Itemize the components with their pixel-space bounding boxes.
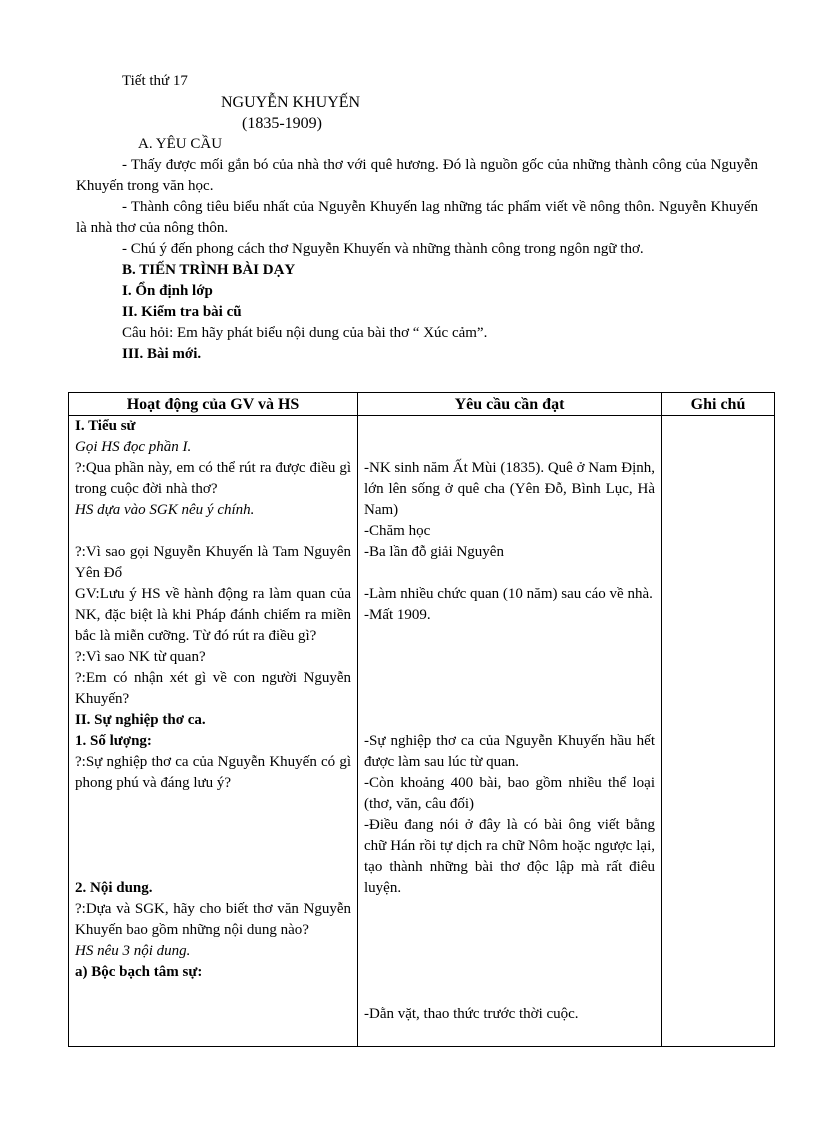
review-question: Câu hỏi: Em hãy phát biểu nội dung của bài thơ “ Xúc cảm”. <box>122 325 488 341</box>
career-heading: II. Sự nghiệp thơ ca. <box>75 712 206 728</box>
requirement-answer: -Dằn vặt, thao thức trước thời cuộc. <box>364 1006 579 1022</box>
question: ?:Vì sao NK từ quan? <box>75 649 206 665</box>
question: ?:Em có nhận xét gì về con người Nguyễn Khuyến? <box>75 670 351 707</box>
section-b-heading: B. TIẾN TRÌNH BÀI DẠY <box>122 262 296 278</box>
requirement-answer: -Mất 1909. <box>364 607 431 623</box>
activities-cell <box>69 416 358 1047</box>
requirement-item: - Thấy được mối gắn bó của nhà thơ với quê hương. Đó là nguồn gốc của những thành công của Nguyễn Khuyến trong văn học. <box>76 157 758 194</box>
header-activities: Hoạt động của GV và HS <box>69 393 358 416</box>
student-activity: HS nêu 3 nội dung. <box>75 943 191 959</box>
requirement-answer: -Còn khoảng 400 bài, bao gồm nhiều thể loại (thơ, văn, câu đối) <box>364 775 655 812</box>
lesson-number: Tiết thứ 17 <box>122 73 188 89</box>
step-stabilize: I. Ổn định lớp <box>122 283 213 299</box>
requirements-cell <box>358 416 662 1047</box>
requirement-answer: -Ba lần đỗ giải Nguyên <box>364 544 504 560</box>
subsection-heading: a) Bộc bạch tâm sự: <box>75 964 203 980</box>
table-row <box>69 416 775 1047</box>
requirement-answer: -NK sinh năm Ất Mùi (1835). Quê ở Nam Định, lớn lên sống ở quê cha (Yên Đỗ, Bình Lục, Hà Nam) <box>364 460 655 518</box>
step-review: II. Kiểm tra bài cũ <box>122 304 242 320</box>
step-new-lesson: III. Bài mới. <box>122 346 202 362</box>
question: ?:Vì sao gọi Nguyễn Khuyến là Tam Nguyên Yên Đổ <box>75 544 351 581</box>
lesson-table <box>68 392 775 1047</box>
notes-cell <box>662 416 775 1047</box>
content-heading: 2. Nội dung. <box>75 880 153 896</box>
author-years: (1835-1909) <box>242 115 322 132</box>
requirement-item: - Chú ý đến phong cách thơ Nguyễn Khuyến và những thành công trong ngôn ngữ thơ. <box>122 241 644 257</box>
requirement-answer: -Chăm học <box>364 523 431 539</box>
header-requirements: Yêu cầu cần đạt <box>358 393 662 416</box>
requirement-answer: -Điều đang nói ở đây là có bài ông viết bằng chữ Hán rồi tự dịch ra chữ Nôm hoặc ngược lại, tạo thành những bài thơ độc lập mà rất điêu luyện. <box>364 817 655 896</box>
question: ?:Dựa và SGK, hãy cho biết thơ văn Nguyễn Khuyến bao gồm những nội dung nào? <box>75 901 351 938</box>
question: ?:Qua phần này, em có thể rút ra được điều gì trong cuộc đời nhà thơ? <box>75 460 351 497</box>
lesson-intro <box>76 71 758 365</box>
table-header-row <box>69 393 775 416</box>
section-a-heading: A. YÊU CẦU <box>138 136 223 152</box>
biography-heading: I. Tiểu sử <box>75 418 136 434</box>
requirement-answer: -Làm nhiều chức quan (10 năm) sau cáo về nhà. <box>364 586 653 602</box>
question: ?:Sự nghiệp thơ ca của Nguyễn Khuyến có gì phong phú và đáng lưu ý? <box>75 754 351 791</box>
student-activity: HS dựa vào SGK nêu ý chính. <box>75 502 255 518</box>
page-title: NGUYỄN KHUYẾN <box>221 94 361 111</box>
requirement-answer: -Sự nghiệp thơ ca của Nguyễn Khuyến hầu hết được làm sau lúc từ quan. <box>364 733 655 770</box>
requirement-item: - Thành công tiêu biểu nhất của Nguyễn Khuyến lag những tác phẩm viết về nông thôn. Nguyễn Khuyến là nhà thơ của nông thôn. <box>76 199 758 236</box>
teacher-note: GV:Lưu ý HS về hành động ra làm quan của NK, đặc biệt là khi Pháp đánh chiếm ra miền bắc là miễn cưỡng. Từ đó rút ra điều gì? <box>75 586 351 644</box>
header-notes: Ghi chú <box>662 393 775 416</box>
teacher-instruction: Gọi HS đọc phần I. <box>75 439 192 455</box>
quantity-heading: 1. Số lượng: <box>75 733 152 749</box>
